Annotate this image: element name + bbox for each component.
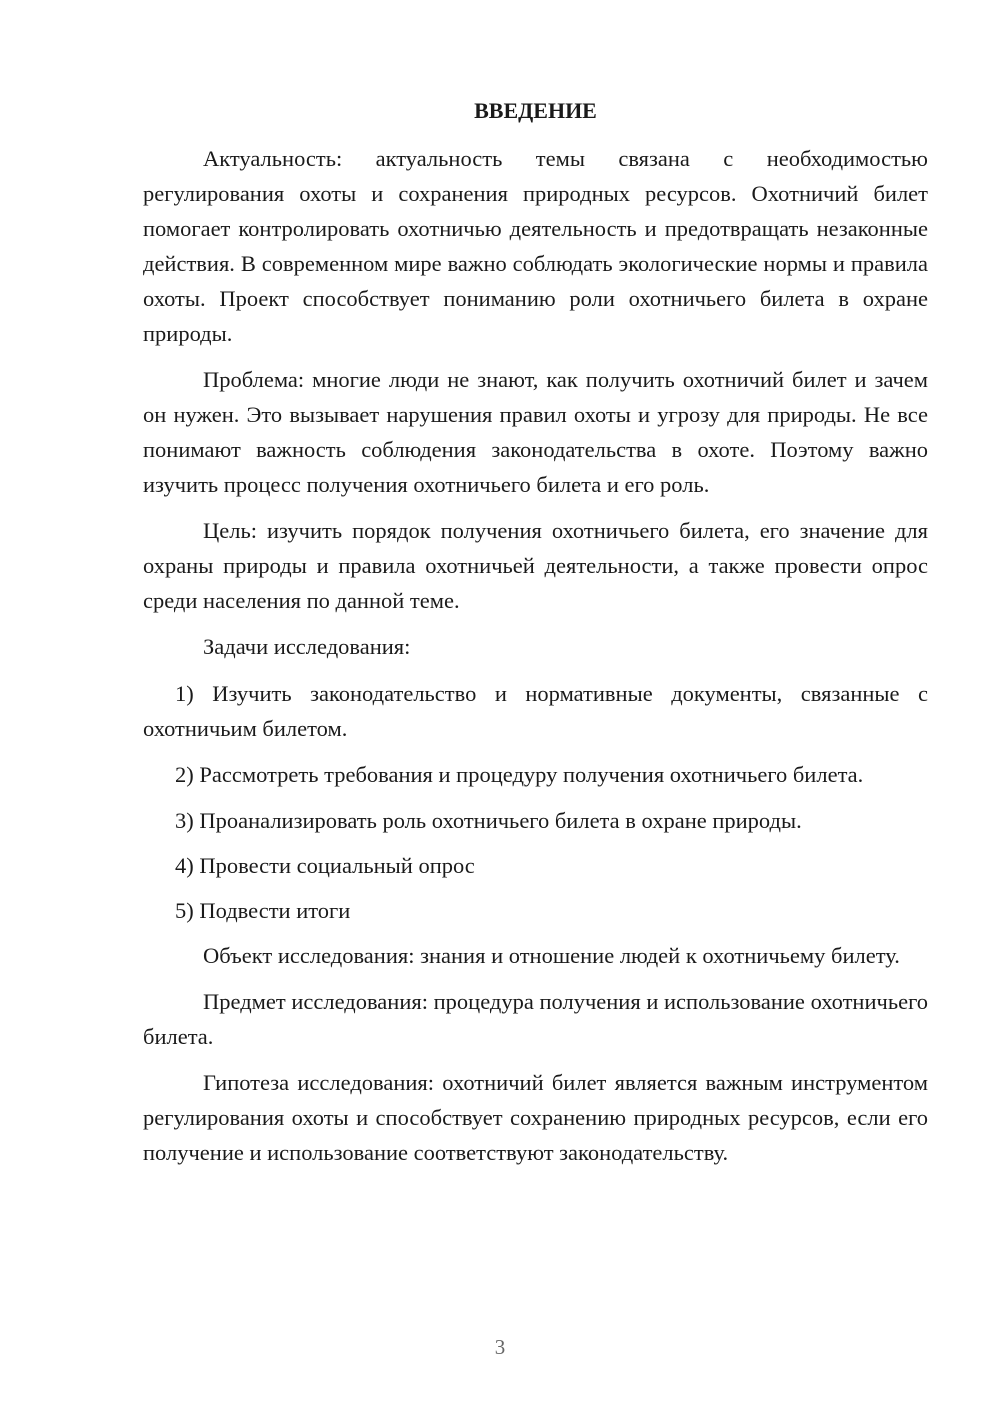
object-paragraph: Объект исследования: знания и отношение людей к охотничьему билету. — [203, 943, 900, 968]
tasks-list — [143, 676, 928, 928]
problem-paragraph: Проблема: многие люди не знают, как получить охотничий билет и зачем он нужен. Это вызывает нарушения правил охоты и угрозу для природы. Не все понимают важность соблюдения законодательства в охоте. Поэтому важно изучить процесс получения охотничьего билета и его роль. — [143, 367, 928, 497]
task-item: 4) Провести социальный опрос — [175, 853, 475, 878]
task-item: 2) Рассмотреть требования и процедуру получения охотничьего билета. — [175, 762, 864, 787]
document-page — [143, 94, 928, 1181]
tasks-title: Задачи исследования: — [203, 634, 411, 659]
task-item: 3) Проанализировать роль охотничьего билета в охране природы. — [175, 808, 802, 833]
subject-paragraph: Предмет исследования: процедура получения и использование охотничьего билета. — [143, 989, 928, 1049]
hypothesis-paragraph: Гипотеза исследования: охотничий билет является важным инструментом регулирования охоты и способствует сохранению природных ресурсов, если его получение и использование соответствуют законодательству. — [143, 1070, 928, 1165]
task-item: 1) Изучить законодательство и нормативные документы, связанные с охотничьим билетом. — [143, 681, 928, 741]
page-number: 3 — [494, 1335, 506, 1359]
section-heading: ВВЕДЕНИЕ — [474, 98, 597, 123]
task-item: 5) Подвести итоги — [175, 898, 351, 923]
relevance-paragraph: Актуальность: актуальность темы связана с необходимостью регулирования охоты и сохранения природных ресурсов. Охотничий билет помогает контролировать охотничью деятельность и предотвращать незаконные действия. В современном мире важно соблюдать экологические нормы и правила охоты. Проект способствует пониманию роли охотничьего билета в охране природы. — [143, 146, 928, 346]
goal-paragraph: Цель: изучить порядок получения охотничьего билета, его значение для охраны природы и правила охотничьей деятельности, а также провести опрос среди населения по данной теме. — [143, 518, 928, 613]
